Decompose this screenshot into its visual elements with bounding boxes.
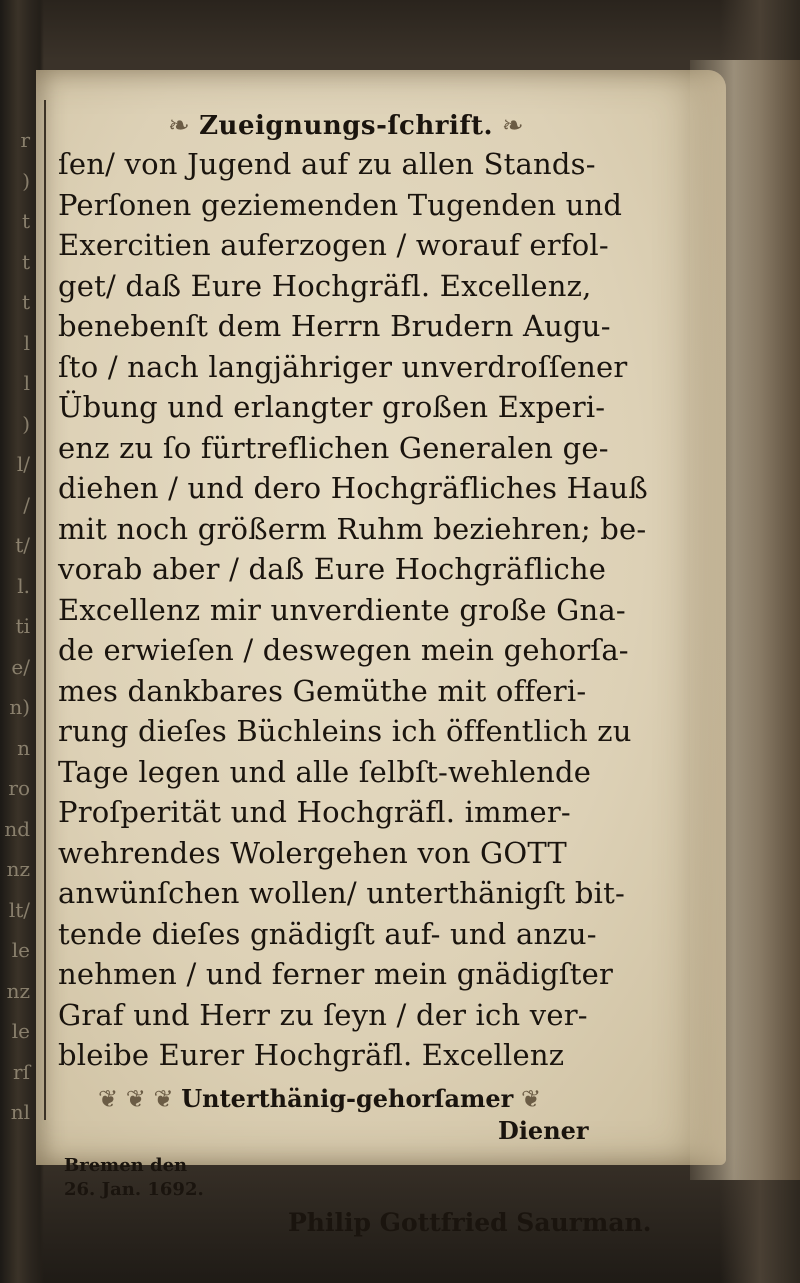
page-heading: ❧ Zueignungs-ſchrift. ❧: [168, 111, 525, 141]
text-line: ſto / nach langjähriger unverdroſſener: [58, 349, 628, 384]
text-line: Proſperität und Hochgräfl. immer-: [58, 795, 571, 829]
text-line: bleibe Eurer Hochgräfl. Excellenz: [58, 1038, 565, 1072]
closing-formula: Unterthänig-gehorſamer: [181, 1083, 514, 1113]
text-line: diehen / und dero Hochgräfliches Hauß: [58, 471, 649, 505]
signature-name: Philip Gottfried Saurman.: [288, 1207, 652, 1237]
text-line: mes dankbares Gemüthe mit offeri-: [58, 673, 587, 708]
text-line: vorab aber / daß Eure Hochgräfliche: [58, 552, 607, 586]
servant-word: Diener: [498, 1115, 589, 1145]
date-text: 26. Jan. 1692.: [64, 1178, 204, 1200]
text-line: Excellenz mir unverdiente große Gna-: [58, 592, 626, 627]
place-date: [64, 1154, 204, 1202]
text-line: benebenſt dem Herrn Brudern Augu-: [58, 309, 611, 343]
signature-block: [58, 1116, 718, 1266]
text-line: tende dieſes gnädigſt auf- und anzu-: [58, 916, 597, 951]
closing-line: ❦ ❦ ❦ Unterthänig-gehorſamer ❦: [98, 1083, 542, 1113]
text-line: rung dieſes Büchleins ich öffentlich zu: [58, 714, 632, 748]
text-line: wehrendes Wolergehen von GOTT: [58, 835, 567, 870]
text-line: ſen/ von Jugend auf zu allen Stands-: [58, 147, 596, 181]
place-text: Bremen den: [64, 1154, 188, 1176]
body-lines: [58, 144, 718, 1076]
previous-page-edge: r ) t t t l l ) l/ / t/ l. ti e/ n) n ro nd nz lt/ le nz le rſ nl: [4, 128, 30, 1124]
text-line: Übung und erlangter großen Experi-: [58, 390, 606, 424]
text-line: Tage legen und alle ſelbſt-wehlende: [58, 754, 592, 789]
text-line: Perſonen geziemenden Tugenden und: [58, 187, 623, 222]
text-line: anwünſchen wollen/ unterthänigſt bit-: [58, 876, 625, 910]
margin-rule: [44, 100, 46, 1120]
text-line: mit noch größerm Ruhm beziehren; be-: [58, 511, 647, 546]
text-line: enz zu ſo fürtreflichen Generalen ge-: [58, 430, 609, 465]
text-line: Exercitien auferzogen / worauf erfol-: [58, 228, 609, 262]
text-line: get/ daß Eure Hochgräfl. Excellenz,: [58, 268, 592, 303]
text-line: nehmen / und ferner mein gnädigſter: [58, 957, 614, 991]
text-line: de erwieſen / deswegen mein gehorſa-: [58, 633, 629, 667]
dedication-text: [58, 108, 718, 1266]
text-line: Graf und Herr zu ſeyn / der ich ver-: [58, 997, 588, 1032]
